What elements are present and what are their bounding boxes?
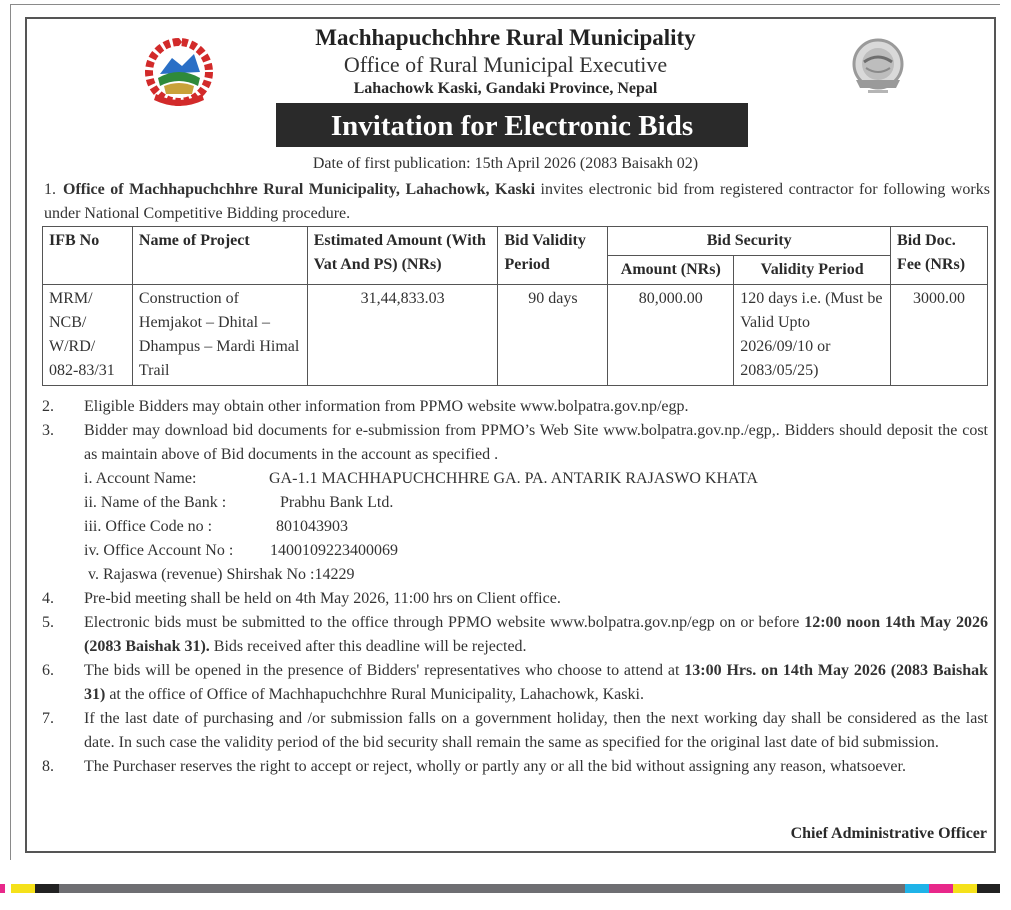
item-text: If the last date of purchasing and /or submission falls on a government holiday, then the next working day shall be considered as the last date. In such case the validity period of the bid security shall remain the same as specified for the original last date of bid submission. [84, 710, 988, 751]
office-code-row [84, 515, 988, 539]
bids-table [42, 226, 988, 386]
account-name-label: i. Account Name: [84, 470, 197, 487]
item-number: 4. [42, 590, 54, 607]
header-ifb-no: IFB No [43, 227, 133, 285]
intro-bold-text: Office of Machhapuchchhre Rural Municipality, Lahachowk, Kaski [63, 181, 536, 198]
item-number: 7. [42, 710, 54, 727]
conditions-list [42, 395, 988, 779]
submission-deadline: 12:00 noon 14th May 2026 (2083 Baishak 31). [84, 614, 989, 655]
office-account-value: 1400109223400069 [270, 542, 398, 559]
header-bid-security: Bid Security [608, 227, 891, 256]
cell-project-name: Construction of Hemjakot – Dhital – Dhampus – Mardi Himal Trail [132, 285, 307, 386]
cell-ifb-no: MRM/ NCB/ W/RD/ 082-83/31 [43, 285, 133, 386]
list-item [42, 659, 988, 707]
item-text: Pre-bid meeting shall be held on 4th May 2026, 11:00 hrs on Client office. [84, 590, 561, 607]
header-doc-fee: Bid Doc. Fee (NRs) [891, 227, 988, 285]
publication-date: Date of first publication: 15th April 2026 (2083 Baisakh 02) [312, 155, 699, 172]
registration-magenta-swatch [0, 884, 5, 893]
revenue-heading-line: v. Rajaswa (revenue) Shirshak No :14229 [88, 566, 355, 583]
item-number: 8. [42, 758, 54, 775]
bank-name-row [84, 491, 988, 515]
notice-title-banner: Invitation for Electronic Bids [276, 103, 748, 147]
registration-cyan-swatch [905, 884, 929, 893]
list-item [42, 611, 988, 659]
registration-black-swatch [977, 884, 1000, 893]
list-item [42, 707, 988, 755]
registration-yellow-swatch [953, 884, 977, 893]
item-text: at the office of Office of Machhapuchchhre Rural Municipality, Lahachowk, Kaski. [105, 686, 644, 703]
office-code-label: iii. Office Code no : [84, 518, 213, 535]
list-item [42, 419, 988, 587]
account-name-value: GA-1.1 MACHHAPUCHCHHRE GA. PA. ANTARIK RAJASWO KHATA [269, 470, 758, 487]
signatory-title: Chief Administrative Officer [790, 825, 987, 842]
item-number: 3. [42, 422, 54, 439]
item-text: Electronic bids must be submitted to the office through PPMO website www.bolpatra.gov.np/egp on or before [84, 614, 805, 631]
item-text: Bids received after this deadline will be rejected. [209, 638, 527, 655]
intro-paragraph [44, 178, 990, 226]
item-number: 2. [42, 398, 54, 415]
header-security-validity: Validity Period [734, 256, 891, 285]
list-item [42, 587, 988, 611]
intro-text: invites electronic bid from registered contractor for following works under National Competitive Bidding procedure. [44, 181, 990, 222]
office-name: Office of Rural Municipal Executive [343, 52, 668, 77]
office-address: Lahachowk Kaski, Gandaki Province, Nepal [353, 80, 658, 97]
office-account-label: iv. Office Account No : [84, 542, 234, 559]
account-name-row [84, 467, 988, 491]
bank-name-value: Prabhu Bank Ltd. [280, 494, 394, 511]
cell-doc-fee: 3000.00 [891, 285, 988, 386]
bank-name-label: ii. Name of the Bank : [84, 494, 227, 511]
item-text: The bids will be opened in the presence of Bidders' representatives who choose to attend at [84, 662, 685, 679]
cell-bid-validity: 90 days [498, 285, 608, 386]
cell-security-amount: 80,000.00 [608, 285, 734, 386]
cell-security-validity: 120 days i.e. (Must be Valid Upto 2026/09/10 or 2083/05/25) [734, 285, 891, 386]
table-header-row [43, 227, 988, 256]
office-account-row [84, 539, 988, 563]
list-item [42, 395, 988, 419]
registration-magenta-swatch [929, 884, 953, 893]
registration-yellow-swatch [11, 884, 35, 893]
office-code-value: 801043903 [276, 518, 348, 535]
header-security-amount: Amount (NRs) [608, 256, 734, 285]
header-bid-validity: Bid Validity Period [498, 227, 608, 285]
page-edge-left [10, 4, 11, 860]
registration-gray-bar [59, 884, 905, 893]
item-text: Bidder may download bid documents for e-submission from PPMO’s Web Site www.bolpatra.gov.np./egp,. Bidders should deposit the cost as maintain above of Bid documents in the account as specified . [84, 422, 988, 463]
org-name: Machhapuchchhre Rural Municipality [315, 25, 696, 50]
cell-estimated-amount: 31,44,833.03 [307, 285, 498, 386]
item-number: 6. [42, 662, 54, 679]
registration-black-swatch [35, 884, 59, 893]
header-estimated-amount: Estimated Amount (With Vat And PS) (NRs) [307, 227, 498, 285]
item-number: 5. [42, 614, 54, 631]
item-text: The Purchaser reserves the right to accept or reject, wholly or partly any or all the bid without assigning any reason, whatsoever. [84, 758, 906, 775]
header-project-name: Name of Project [132, 227, 307, 285]
page-edge-top [10, 4, 1000, 6]
list-item [42, 755, 988, 779]
opening-time: 13:00 Hrs. on 14th May 2026 (2083 Baishak 31) [84, 662, 989, 703]
item-number: 1. [44, 181, 56, 198]
table-row [43, 285, 988, 386]
item-text: Eligible Bidders may obtain other information from PPMO website www.bolpatra.gov.np/egp. [84, 398, 689, 415]
